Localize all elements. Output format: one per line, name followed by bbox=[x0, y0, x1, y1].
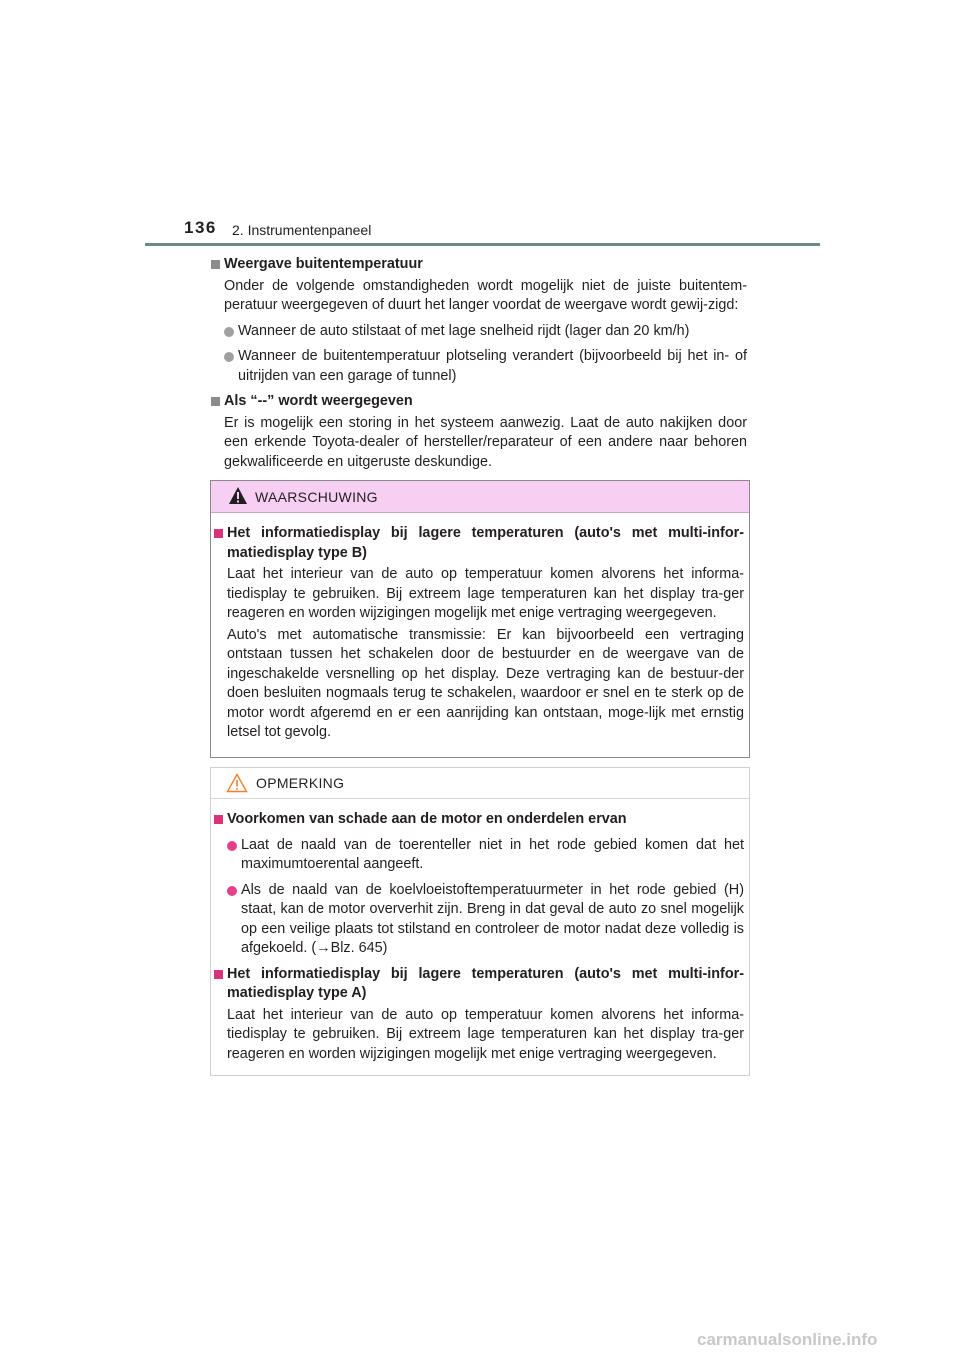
square-bullet-icon bbox=[211, 397, 220, 406]
warning-header bbox=[211, 481, 749, 513]
note-heading bbox=[214, 965, 744, 1004]
circle-bullet-icon bbox=[224, 327, 234, 337]
square-bullet-icon bbox=[211, 260, 220, 269]
heading-text: Het informatiedisplay bij lagere temperaturen (auto's met multi-infor-matiedisplay type B) bbox=[227, 525, 744, 561]
heading-text: Weergave buitentemperatuur bbox=[224, 256, 423, 272]
note-header bbox=[211, 768, 749, 799]
page-header bbox=[145, 215, 820, 245]
note-title: OPMERKING bbox=[256, 775, 345, 791]
note-box bbox=[210, 767, 750, 1076]
heading-text: Voorkomen van schade aan de motor en onderdelen ervan bbox=[227, 811, 627, 827]
list-item bbox=[211, 347, 747, 386]
list-item-text: Wanneer de auto stilstaat of met lage snelheid rijdt (lager dan 20 km/h) bbox=[238, 322, 690, 339]
circle-bullet-icon bbox=[227, 886, 237, 896]
section-title: 2. Instrumentenpaneel bbox=[232, 222, 372, 238]
square-bullet-icon bbox=[214, 815, 223, 824]
warning-body bbox=[214, 524, 744, 743]
note-body bbox=[214, 810, 744, 1064]
paragraph: Laat het interieur van de auto op temperatuur komen alvorens het informa-tiedisplay te gebruiken. Bij extreem lage temperaturen kan het display tra-ger reageren en worden wijzigingen mogelijk met enige vertraging weergegeven. bbox=[227, 1006, 744, 1062]
circle-bullet-icon bbox=[227, 841, 237, 851]
heading-dashes-displayed bbox=[211, 392, 747, 412]
list-item bbox=[214, 881, 744, 959]
warning-title: WAARSCHUWING bbox=[255, 489, 378, 505]
square-bullet-icon bbox=[214, 970, 223, 979]
paragraph: Auto's met automatische transmissie: Er kan bijvoorbeeld een vertraging ontstaan tussen het schakelen door de bestuurder en de weergave van de ingeschakelde versnelling op het display. Deze vertraging kan de bestuur-der doen besluiten nogmaals terug te schakelen, waardoor er snel en te sterk op de motor wordt afgeremd en er een aanrijding kan ontstaan, moge-lijk met ernstig letsel tot gevolg. bbox=[227, 626, 744, 740]
circle-bullet-icon bbox=[224, 352, 234, 362]
page-number: 136 bbox=[184, 218, 217, 237]
note-heading bbox=[214, 810, 744, 830]
list-item bbox=[214, 836, 744, 875]
paragraph: Laat het interieur van de auto op temperatuur komen alvorens het informa-tiedisplay te gebruiken. Bij extreem lage temperaturen kan het display tra-ger reageren en worden wijzigingen mogelijk met enige vertraging weergegeven. bbox=[227, 566, 744, 621]
heading-text: Als “--” wordt weergegeven bbox=[224, 393, 413, 409]
main-content bbox=[211, 255, 747, 472]
warning-heading bbox=[214, 524, 744, 563]
paragraph: Er is mogelijk een storing in het systeem aanwezig. Laat de auto nakijken door een erkende Toyota-dealer of hersteller/reparateur of een andere naar behoren gekwalificeerde en uitgeruste deskundige. bbox=[224, 414, 747, 470]
list-item-text: Wanneer de buitentemperatuur plotseling verandert (bijvoorbeeld bij het in- of uitrijden van een garage of tunnel) bbox=[238, 348, 747, 384]
paragraph: Onder de volgende omstandigheden wordt mogelijk niet de juiste buitentem-peratuur weergegeven of duurt het langer voordat de weergave wordt gewij-zigd: bbox=[224, 277, 747, 313]
list-item-text: Als de naald van de koelvloeistoftemperatuurmeter in het rode gebied (H) staat, kan de motor oververhit zijn. Breng in dat geval de auto zo snel mogelijk op een veilige plaats tot stilstand en controleer de motor nadat deze volledig is afgekoeld. (→Blz. 645) bbox=[241, 881, 744, 956]
header-rule bbox=[145, 243, 820, 246]
list-item-text: Laat de naald van de toerenteller niet in het rode gebied komen dat het maximumtoerental aangeeft. bbox=[241, 836, 744, 872]
list-item bbox=[211, 322, 747, 342]
caution-triangle-icon bbox=[226, 773, 248, 793]
watermark: carmanualsonline.info bbox=[697, 1330, 878, 1349]
square-bullet-icon bbox=[214, 529, 223, 538]
heading-text: Het informatiedisplay bij lagere temperaturen (auto's met multi-infor-matiedisplay type A) bbox=[227, 965, 744, 1001]
heading-outside-temperature bbox=[211, 255, 747, 275]
warning-box bbox=[210, 480, 750, 758]
warning-triangle-icon bbox=[228, 486, 248, 505]
